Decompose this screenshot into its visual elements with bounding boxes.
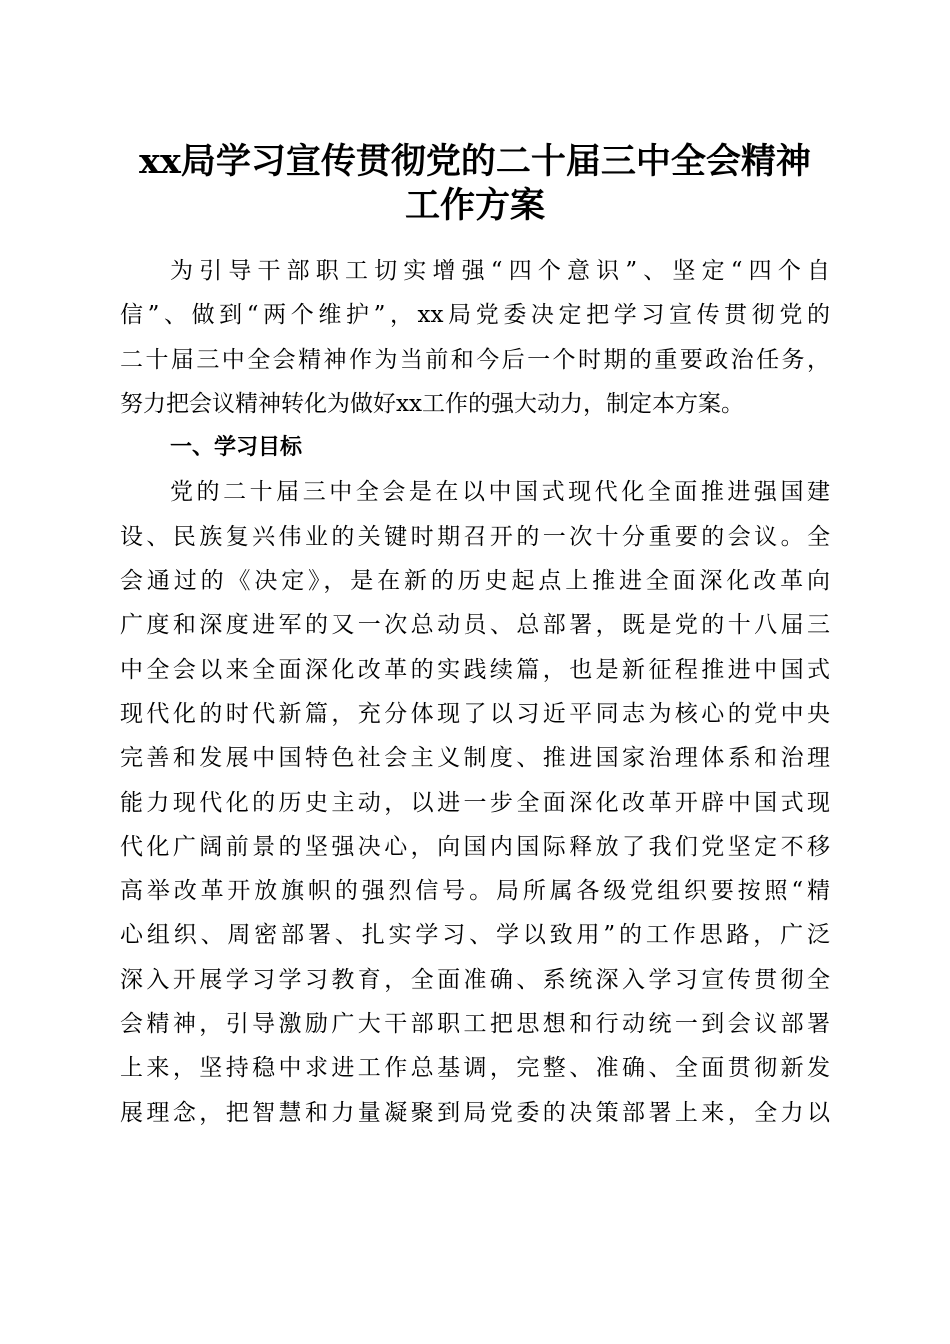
paragraph-line: 深入开展学习学习教育，全面准确、系统深入学习宣传贯彻全 <box>120 966 830 993</box>
paragraph-line: 代化广阔前景的坚强决心，向国内国际释放了我们党坚定不移 <box>120 833 830 860</box>
paragraph-line: 上来，坚持稳中求进工作总基调，完整、准确、全面贯彻新发 <box>120 1055 830 1082</box>
section1-paragraph <box>120 470 830 1134</box>
section-heading-learning-goals: 一、学习目标 <box>170 435 303 461</box>
title-line-2: 工作方案 <box>404 185 545 226</box>
paragraph-line: 能力现代化的历史主动，以进一步全面深化改革开辟中国式现 <box>120 789 830 816</box>
document-body <box>120 249 830 1135</box>
paragraph-line: 设、民族复兴伟业的关键时期召开的一次十分重要的会议。全 <box>120 523 830 550</box>
intro-paragraph <box>120 249 830 426</box>
paragraph-line: 会通过的《决定》，是在新的历史起点上推进全面深化改革向 <box>120 568 830 595</box>
paragraph-line: 完善和发展中国特色社会主义制度、推进国家治理体系和治理 <box>120 745 830 772</box>
paragraph-line: 现代化的时代新篇，充分体现了以习近平同志为核心的党中央 <box>120 700 830 727</box>
paragraph-line: 党的二十届三中全会是在以中国式现代化全面推进强国建 <box>170 479 830 506</box>
intro-line: 二十届三中全会精神作为当前和今后一个时期的重要政治任务， <box>120 346 830 373</box>
title-line-1: xx局学习宣传贯彻党的二十届三中全会精神 <box>139 141 811 182</box>
intro-line: 为引导干部职工切实增强“四个意识”、坚定“四个自 <box>170 258 830 284</box>
intro-line: 努力把会议精神转化为做好xx工作的强大动力，制定本方案。 <box>120 390 744 417</box>
paragraph-line: 广度和深度进军的又一次总动员、总部署，既是党的十八届三 <box>120 612 830 639</box>
document-title <box>0 140 950 228</box>
paragraph-line: 会精神，引导激励广大干部职工把思想和行动统一到会议部署 <box>120 1011 830 1038</box>
intro-line: 信”、做到“两个维护”，xx局党委决定把学习宣传贯彻党的 <box>120 302 830 329</box>
paragraph-line: 展理念，把智慧和力量凝聚到局党委的决策部署上来，全力以 <box>120 1099 830 1126</box>
paragraph-line: 心组织、周密部署、扎实学习、学以致用”的工作思路，广泛 <box>120 922 830 949</box>
paragraph-line: 高举改革开放旗帜的强烈信号。局所属各级党组织要按照“精 <box>120 878 830 905</box>
paragraph-line: 中全会以来全面深化改革的实践续篇，也是新征程推进中国式 <box>120 656 830 683</box>
